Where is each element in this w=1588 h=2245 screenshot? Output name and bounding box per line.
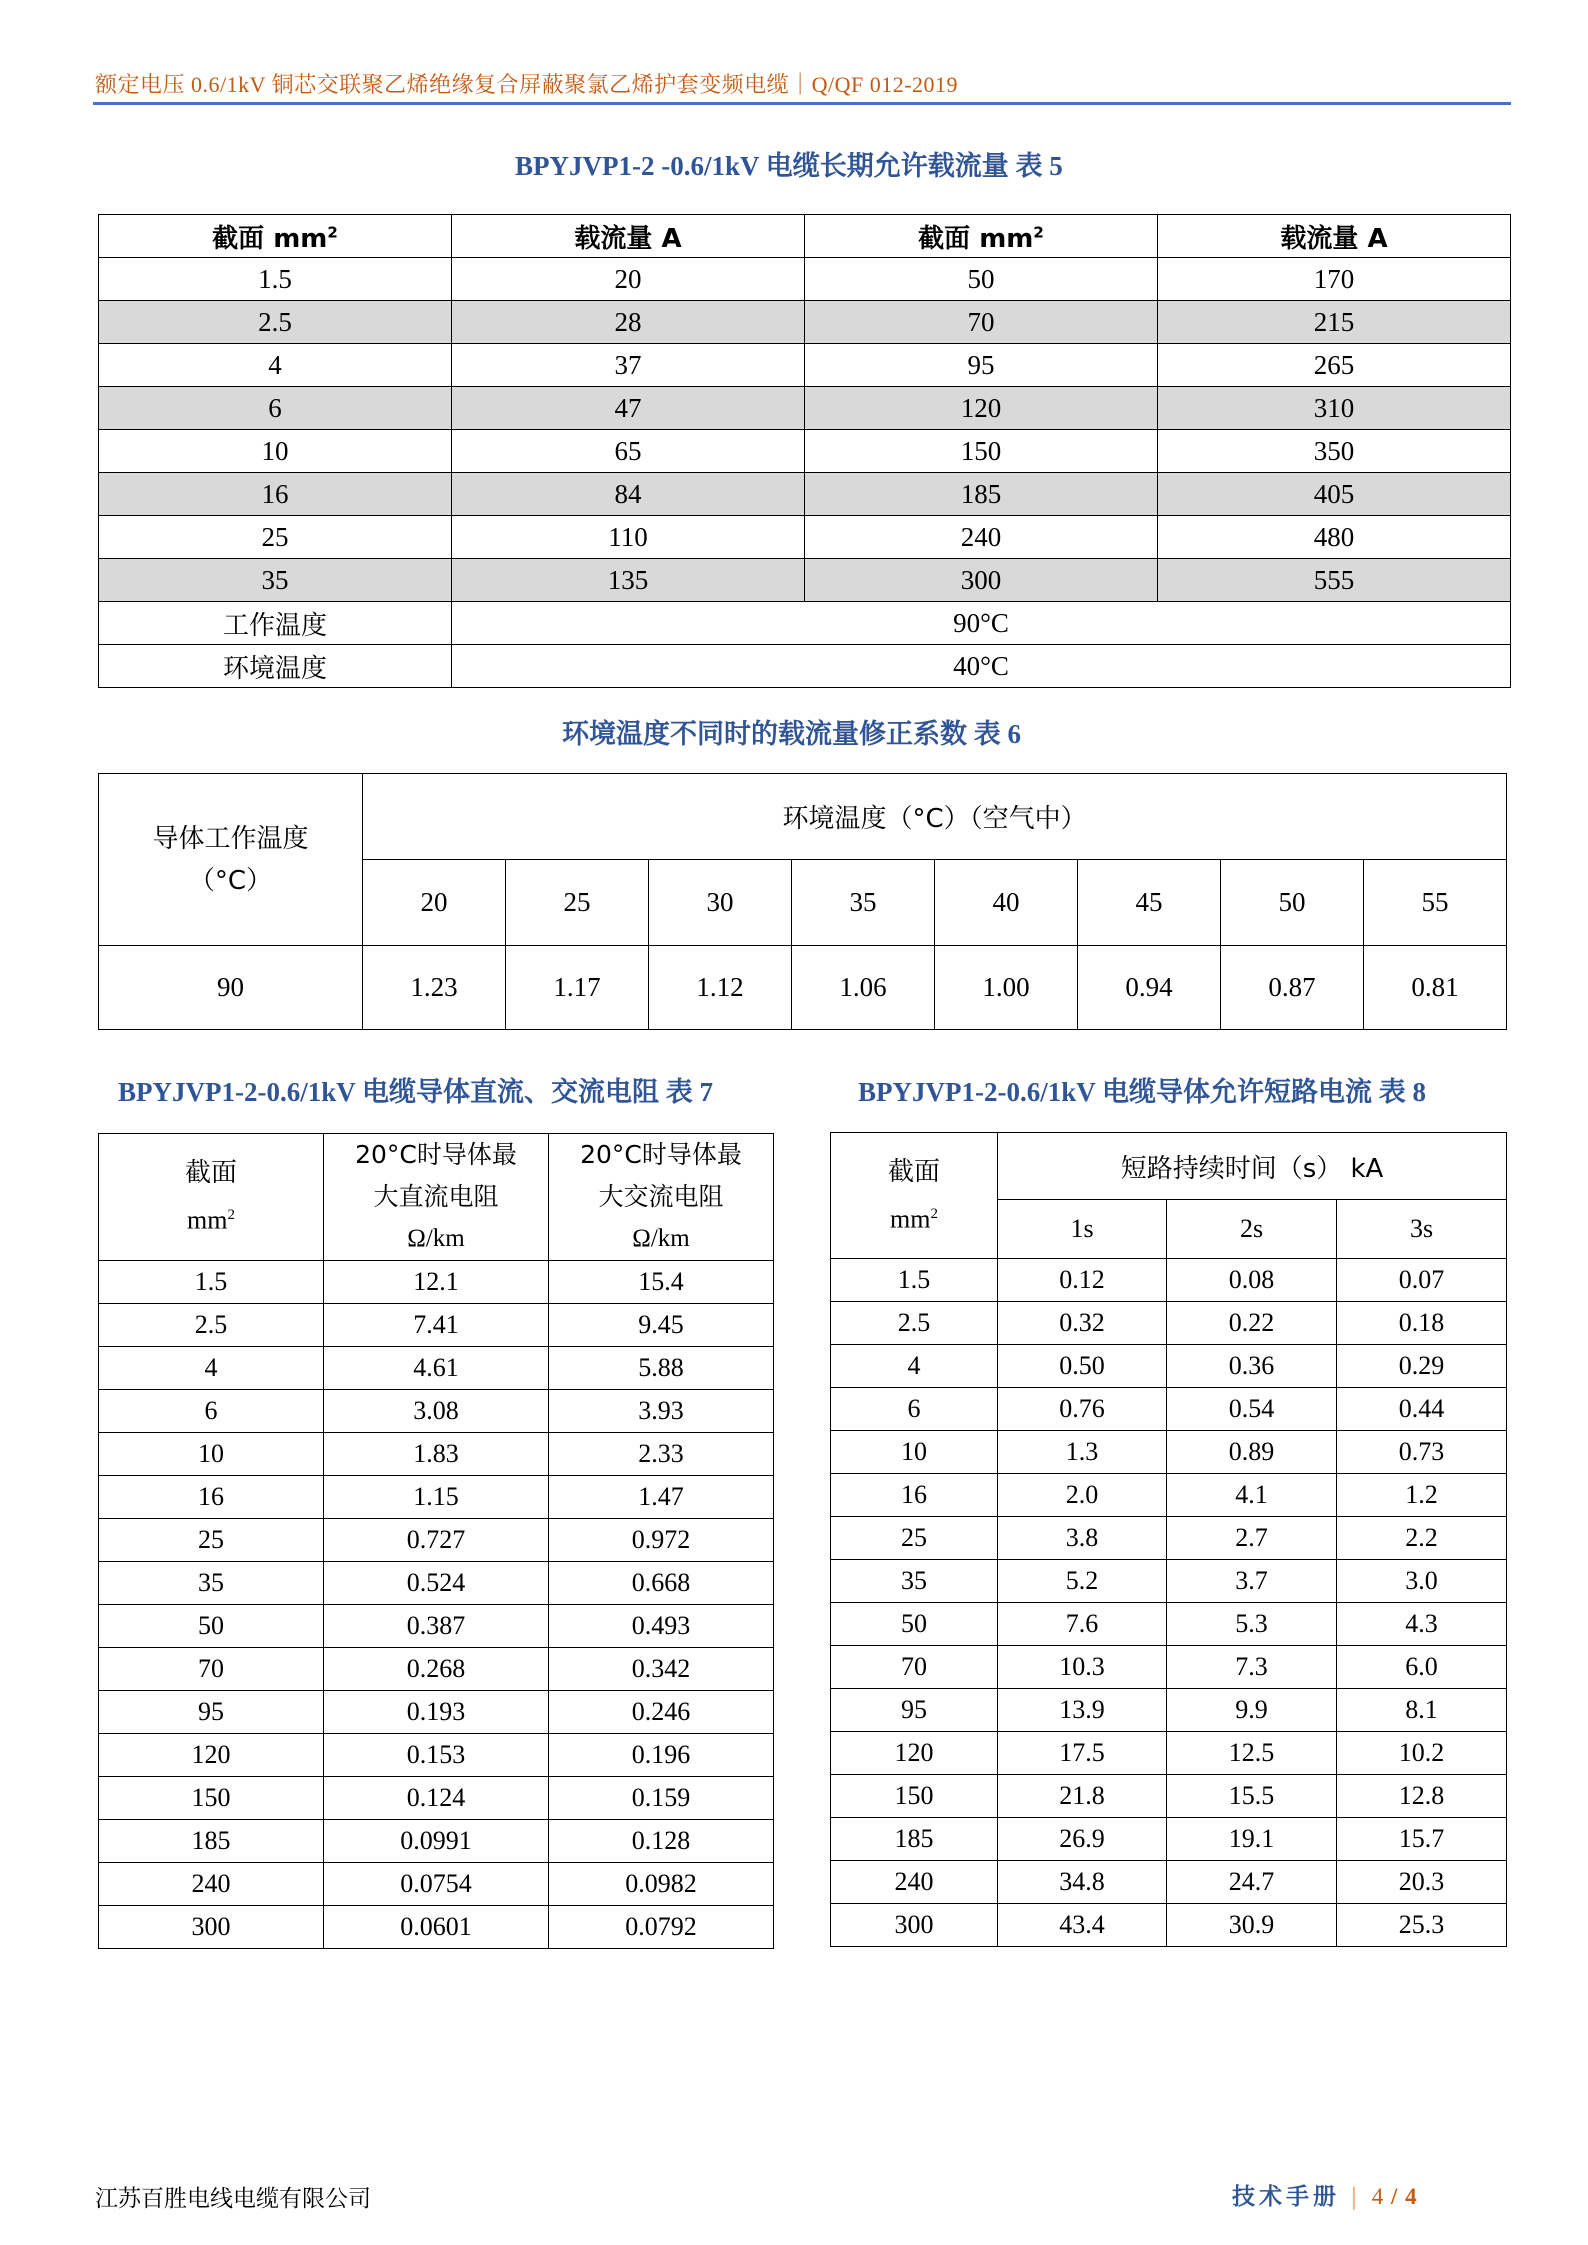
short-circuit-current-cell: 12.5: [1167, 1732, 1337, 1775]
correction-factor-cell: 0.94: [1078, 946, 1221, 1030]
short-circuit-current-cell: 43.4: [998, 1904, 1167, 1947]
table-row: [99, 1476, 774, 1519]
short-circuit-current-cell: 0.54: [1167, 1388, 1337, 1431]
table-row: [99, 1519, 774, 1562]
table-row: [99, 1605, 774, 1648]
section-cell: 10: [99, 1433, 324, 1476]
correction-factor-cell: 1.17: [506, 946, 649, 1030]
dc-resistance-cell: 0.0601: [324, 1906, 549, 1949]
short-circuit-current-cell: 6.0: [1337, 1646, 1507, 1689]
table5-header-row: [99, 215, 1511, 258]
short-circuit-current-cell: 1.2: [1337, 1474, 1507, 1517]
current-cell: 555: [1158, 559, 1511, 602]
table-row: [831, 1861, 1507, 1904]
env-temp-label: 环境温度: [99, 645, 452, 688]
table-row: [831, 1302, 1507, 1345]
ac-resistance-cell: 1.47: [549, 1476, 774, 1519]
section-cell: 35: [99, 559, 452, 602]
table6-factors-row: [99, 946, 1507, 1030]
dc-resistance-cell: 0.193: [324, 1691, 549, 1734]
short-circuit-current-cell: 2.7: [1167, 1517, 1337, 1560]
table5: [98, 214, 1511, 688]
short-circuit-current-cell: 10.3: [998, 1646, 1167, 1689]
table8: [830, 1132, 1507, 1947]
section-cell: 1.5: [99, 1261, 324, 1304]
section-cell: 50: [99, 1605, 324, 1648]
table5-header-current: 载流量 A: [1158, 215, 1511, 258]
table-row: [99, 387, 1511, 430]
dc-resistance-cell: 0.727: [324, 1519, 549, 1562]
short-circuit-current-cell: 5.2: [998, 1560, 1167, 1603]
section-cell: 4: [831, 1345, 998, 1388]
table-row: [99, 1390, 774, 1433]
footer-company: 江苏百胜电线电缆有限公司: [95, 2186, 371, 2212]
ac-resistance-cell: 0.493: [549, 1605, 774, 1648]
section-cell: 16: [99, 473, 452, 516]
table-row: [831, 1646, 1507, 1689]
short-circuit-current-cell: 3.7: [1167, 1560, 1337, 1603]
table-row: [831, 1732, 1507, 1775]
dc-resistance-cell: 4.61: [324, 1347, 549, 1390]
h1-line1: 截面: [184, 1158, 237, 1189]
section-cell: 150: [831, 1775, 998, 1818]
ac-resistance-cell: 0.196: [549, 1734, 774, 1777]
table6: [98, 773, 1507, 1030]
correction-factor-cell: 1.06: [792, 946, 935, 1030]
ac-resistance-cell: 9.45: [549, 1304, 774, 1347]
table-row: [99, 516, 1511, 559]
section-cell: 150: [99, 1777, 324, 1820]
dc-resistance-cell: 0.387: [324, 1605, 549, 1648]
table-row: [99, 1691, 774, 1734]
ac-resistance-cell: 0.342: [549, 1648, 774, 1691]
ambient-temp-cell: 40: [935, 860, 1078, 946]
current-cell: 135: [452, 559, 805, 602]
work-temp-value: 90°C: [452, 602, 1511, 645]
section-cell: 6: [831, 1388, 998, 1431]
ambient-temp-cell: 35: [792, 860, 935, 946]
corner-line2: （°C）: [188, 865, 273, 896]
section-cell: 25: [831, 1517, 998, 1560]
short-circuit-current-cell: 15.7: [1337, 1818, 1507, 1861]
dc-resistance-cell: 0.524: [324, 1562, 549, 1605]
short-circuit-current-cell: 7.3: [1167, 1646, 1337, 1689]
short-circuit-current-cell: 0.12: [998, 1259, 1167, 1302]
table-row: [99, 1777, 774, 1820]
table6-group-header: 环境温度（°C）（空气中）: [363, 774, 1507, 860]
table6-group-row: [99, 774, 1507, 860]
short-circuit-current-cell: 0.29: [1337, 1345, 1507, 1388]
table-row: [831, 1560, 1507, 1603]
section-cell: 70: [805, 301, 1158, 344]
ambient-temp-cell: 25: [506, 860, 649, 946]
table5-title: BPYJVP1-2 -0.6/1kV 电缆长期允许载流量 表 5: [515, 151, 1063, 181]
table7-header-dc: [324, 1134, 549, 1261]
short-circuit-current-cell: 8.1: [1337, 1689, 1507, 1732]
section-cell: 300: [99, 1906, 324, 1949]
ambient-temp-cell: 30: [649, 860, 792, 946]
ac-resistance-cell: 5.88: [549, 1347, 774, 1390]
table-row: [99, 1648, 774, 1691]
correction-factor-cell: 1.12: [649, 946, 792, 1030]
table-row: [99, 344, 1511, 387]
section-cell: 120: [831, 1732, 998, 1775]
ambient-temp-cell: 45: [1078, 860, 1221, 946]
section-cell: 120: [99, 1734, 324, 1777]
section-cell: 2.5: [99, 1304, 324, 1347]
table5-header-section: 截面 $mm^2$: [805, 215, 1158, 258]
dc-resistance-cell: 0.0754: [324, 1863, 549, 1906]
h2-line3: Ω/km: [407, 1225, 465, 1252]
table6-row-label: 90: [99, 946, 363, 1030]
table7-body: [99, 1261, 774, 1949]
table8-body: [831, 1259, 1507, 1947]
short-circuit-current-cell: 3.0: [1337, 1560, 1507, 1603]
document-header: 额定电压 0.6/1kV 铜芯交联聚乙烯绝缘复合屏蔽聚氯乙烯护套变频电缆｜Q/QF 012-2019: [95, 72, 959, 97]
section-cell: 185: [831, 1818, 998, 1861]
ambient-temp-cell: 20: [363, 860, 506, 946]
section-cell: 25: [99, 516, 452, 559]
section-cell: 150: [805, 430, 1158, 473]
table7-title: BPYJVP1-2-0.6/1kV 电缆导体直流、交流电阻 表 7: [118, 1077, 714, 1107]
dc-resistance-cell: 0.0991: [324, 1820, 549, 1863]
table5-header-section: 截面 $mm^2$: [99, 215, 452, 258]
current-cell: 28: [452, 301, 805, 344]
ac-resistance-cell: 0.668: [549, 1562, 774, 1605]
short-circuit-current-cell: 17.5: [998, 1732, 1167, 1775]
table6-title: 环境温度不同时的载流量修正系数 表 6: [562, 719, 1021, 749]
short-circuit-current-cell: 13.9: [998, 1689, 1167, 1732]
table-row: [99, 559, 1511, 602]
table7-header-section: [99, 1134, 324, 1261]
corner-line1: 导体工作温度: [152, 823, 309, 854]
table-row: [831, 1388, 1507, 1431]
short-circuit-current-cell: 19.1: [1167, 1818, 1337, 1861]
section-cell: 240: [831, 1861, 998, 1904]
section-cell: 35: [99, 1562, 324, 1605]
current-cell: 110: [452, 516, 805, 559]
short-circuit-current-cell: 4.3: [1337, 1603, 1507, 1646]
table5-body: [99, 258, 1511, 602]
dc-resistance-cell: 3.08: [324, 1390, 549, 1433]
table-row: [99, 258, 1511, 301]
ambient-temp-cell: 50: [1221, 860, 1364, 946]
current-cell: 480: [1158, 516, 1511, 559]
section-cell: 95: [805, 344, 1158, 387]
table5-env-temp-row: [99, 645, 1511, 688]
dc-resistance-cell: 0.268: [324, 1648, 549, 1691]
dc-resistance-cell: 1.15: [324, 1476, 549, 1519]
short-circuit-current-cell: 0.73: [1337, 1431, 1507, 1474]
table7-header-ac: [549, 1134, 774, 1261]
short-circuit-current-cell: 12.8: [1337, 1775, 1507, 1818]
current-cell: 350: [1158, 430, 1511, 473]
ac-resistance-cell: 2.33: [549, 1433, 774, 1476]
current-cell: 405: [1158, 473, 1511, 516]
table-row: [99, 1347, 774, 1390]
table-row: [831, 1603, 1507, 1646]
section-cell: 1.5: [99, 258, 452, 301]
short-circuit-current-cell: 30.9: [1167, 1904, 1337, 1947]
dc-resistance-cell: 12.1: [324, 1261, 549, 1304]
section-cell: 6: [99, 387, 452, 430]
short-circuit-current-cell: 0.07: [1337, 1259, 1507, 1302]
table7: [98, 1133, 774, 1949]
section-cell: 25: [99, 1519, 324, 1562]
short-circuit-current-cell: 20.3: [1337, 1861, 1507, 1904]
current-cell: 310: [1158, 387, 1511, 430]
env-temp-value: 40°C: [452, 645, 1511, 688]
dc-resistance-cell: 7.41: [324, 1304, 549, 1347]
dc-resistance-cell: 0.124: [324, 1777, 549, 1820]
table-row: [831, 1259, 1507, 1302]
table-row: [99, 1734, 774, 1777]
section-cell: 95: [99, 1691, 324, 1734]
short-circuit-current-cell: 5.3: [1167, 1603, 1337, 1646]
table-row: [99, 1906, 774, 1949]
short-circuit-current-cell: 2.2: [1337, 1517, 1507, 1560]
table8-title: BPYJVP1-2-0.6/1kV 电缆导体允许短路电流 表 8: [858, 1077, 1427, 1107]
h3-line1: 20°C时导体最: [580, 1140, 742, 1169]
section-cell: 300: [831, 1904, 998, 1947]
table-row: [831, 1345, 1507, 1388]
table6-corner-header: [99, 774, 363, 946]
short-circuit-current-cell: 26.9: [998, 1818, 1167, 1861]
short-circuit-current-cell: 0.50: [998, 1345, 1167, 1388]
table-row: [99, 1261, 774, 1304]
ac-resistance-cell: 15.4: [549, 1261, 774, 1304]
section-cell: 185: [805, 473, 1158, 516]
section-cell: 240: [99, 1863, 324, 1906]
table-row: [831, 1431, 1507, 1474]
short-circuit-current-cell: 0.44: [1337, 1388, 1507, 1431]
section-cell: 2.5: [831, 1302, 998, 1345]
section-cell: 4: [99, 344, 452, 387]
correction-factor-cell: 0.87: [1221, 946, 1364, 1030]
ac-resistance-cell: 0.0792: [549, 1906, 774, 1949]
table-row: [99, 473, 1511, 516]
footer-manual-label: 技术手册: [1232, 2184, 1340, 2210]
dc-resistance-cell: 0.153: [324, 1734, 549, 1777]
ac-resistance-cell: 0.128: [549, 1820, 774, 1863]
table-row: [99, 1304, 774, 1347]
ac-resistance-cell: 3.93: [549, 1390, 774, 1433]
work-temp-label: 工作温度: [99, 602, 452, 645]
footer-page-number: 4 / 4: [1371, 2184, 1418, 2209]
h2-line1: 20°C时导体最: [355, 1140, 517, 1169]
correction-factor-cell: 1.23: [363, 946, 506, 1030]
current-cell: 84: [452, 473, 805, 516]
current-cell: 20: [452, 258, 805, 301]
current-cell: 65: [452, 430, 805, 473]
section-cell: 10: [99, 430, 452, 473]
section-cell: 50: [831, 1603, 998, 1646]
table-row: [99, 1820, 774, 1863]
short-circuit-current-cell: 2.0: [998, 1474, 1167, 1517]
table-row: [831, 1689, 1507, 1732]
table8-header-section: [831, 1133, 998, 1259]
short-circuit-current-cell: 4.1: [1167, 1474, 1337, 1517]
section-cell: 4: [99, 1347, 324, 1390]
short-circuit-current-cell: 15.5: [1167, 1775, 1337, 1818]
short-circuit-current-cell: 9.9: [1167, 1689, 1337, 1732]
table-row: [99, 301, 1511, 344]
table8-group-header: 短路持续时间（s） kA: [998, 1133, 1507, 1200]
table-row: [831, 1904, 1507, 1947]
duration-cell: 3s: [1337, 1200, 1507, 1259]
table7-header-row: [99, 1134, 774, 1261]
short-circuit-current-cell: 25.3: [1337, 1904, 1507, 1947]
current-cell: 265: [1158, 344, 1511, 387]
short-circuit-current-cell: 0.18: [1337, 1302, 1507, 1345]
current-cell: 170: [1158, 258, 1511, 301]
table5-work-temp-row: [99, 602, 1511, 645]
current-cell: 37: [452, 344, 805, 387]
table5-header-current: 载流量 A: [452, 215, 805, 258]
ambient-temp-cell: 55: [1364, 860, 1507, 946]
t8-h1-line1: 截面: [887, 1156, 940, 1187]
section-cell: 16: [831, 1474, 998, 1517]
short-circuit-current-cell: 34.8: [998, 1861, 1167, 1904]
current-cell: 215: [1158, 301, 1511, 344]
table-row: [99, 1863, 774, 1906]
short-circuit-current-cell: 1.3: [998, 1431, 1167, 1474]
current-cell: 47: [452, 387, 805, 430]
duration-cell: 2s: [1167, 1200, 1337, 1259]
short-circuit-current-cell: 3.8: [998, 1517, 1167, 1560]
correction-factor-cell: 0.81: [1364, 946, 1507, 1030]
duration-cell: 1s: [998, 1200, 1167, 1259]
section-cell: 6: [99, 1390, 324, 1433]
table-row: [99, 1562, 774, 1605]
table-row: [831, 1775, 1507, 1818]
section-cell: 185: [99, 1820, 324, 1863]
section-cell: 120: [805, 387, 1158, 430]
t8-h1-line2: $mm^2$: [890, 1204, 938, 1234]
short-circuit-current-cell: 0.76: [998, 1388, 1167, 1431]
ac-resistance-cell: 0.0982: [549, 1863, 774, 1906]
table8-group-row: [831, 1133, 1507, 1200]
h3-line3: Ω/km: [632, 1225, 690, 1252]
table-row: [831, 1818, 1507, 1861]
short-circuit-current-cell: 10.2: [1337, 1732, 1507, 1775]
section-cell: 1.5: [831, 1259, 998, 1302]
table-row: [831, 1517, 1507, 1560]
section-cell: 70: [99, 1648, 324, 1691]
ac-resistance-cell: 0.972: [549, 1519, 774, 1562]
footer-separator: |: [1350, 2184, 1362, 2210]
section-cell: 10: [831, 1431, 998, 1474]
short-circuit-current-cell: 0.22: [1167, 1302, 1337, 1345]
section-cell: 2.5: [99, 301, 452, 344]
short-circuit-current-cell: 0.36: [1167, 1345, 1337, 1388]
h2-line2: 大直流电阻: [373, 1182, 499, 1211]
short-circuit-current-cell: 0.08: [1167, 1259, 1337, 1302]
section-cell: 300: [805, 559, 1158, 602]
section-cell: 50: [805, 258, 1158, 301]
dc-resistance-cell: 1.83: [324, 1433, 549, 1476]
short-circuit-current-cell: 24.7: [1167, 1861, 1337, 1904]
ac-resistance-cell: 0.246: [549, 1691, 774, 1734]
section-cell: 35: [831, 1560, 998, 1603]
table-row: [831, 1474, 1507, 1517]
h3-line2: 大交流电阻: [598, 1182, 724, 1211]
header-rule: [93, 102, 1511, 105]
short-circuit-current-cell: 21.8: [998, 1775, 1167, 1818]
table-row: [99, 1433, 774, 1476]
h1-line2: $mm^2$: [187, 1205, 235, 1235]
section-cell: 95: [831, 1689, 998, 1732]
section-cell: 240: [805, 516, 1158, 559]
short-circuit-current-cell: 0.32: [998, 1302, 1167, 1345]
short-circuit-current-cell: 0.89: [1167, 1431, 1337, 1474]
correction-factor-cell: 1.00: [935, 946, 1078, 1030]
footer-manual: [1232, 2178, 1418, 2211]
section-cell: 16: [99, 1476, 324, 1519]
ac-resistance-cell: 0.159: [549, 1777, 774, 1820]
table-row: [99, 430, 1511, 473]
short-circuit-current-cell: 7.6: [998, 1603, 1167, 1646]
section-cell: 70: [831, 1646, 998, 1689]
